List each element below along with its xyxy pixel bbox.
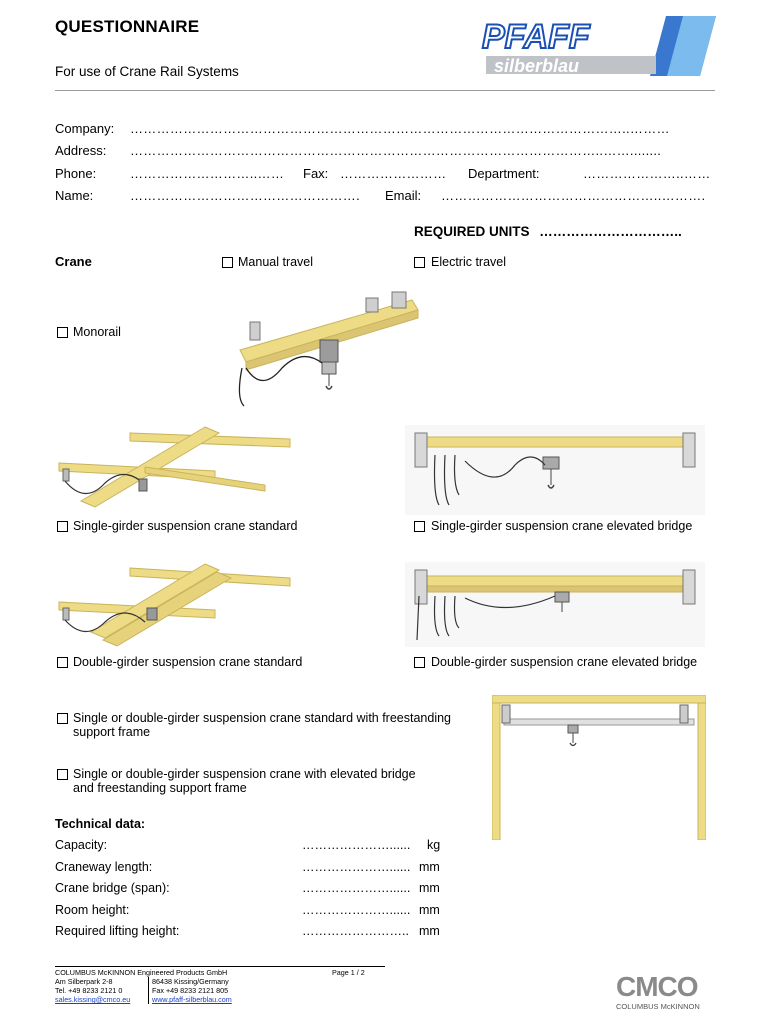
freestanding-standard-label-line2: support frame (73, 725, 151, 739)
footer-city: 86438 Kissing/Germany (152, 977, 229, 986)
monorail-checkbox[interactable] (57, 327, 68, 338)
capacity-unit: kg (427, 838, 441, 852)
double-girder-elevated-label: Double-girder suspension crane elevated bridge (431, 655, 698, 669)
footer-company: COLUMBUS McKINNON Engineered Products GmbH (55, 968, 228, 977)
electric-travel-checkbox[interactable] (414, 257, 425, 268)
room-height-unit: mm (419, 903, 440, 917)
department-field[interactable]: …………………..…… (583, 166, 711, 181)
cmco-logo-text: CMCO (616, 971, 698, 1002)
crane-bridge-label: Crane bridge (span): (55, 881, 170, 895)
double-girder-standard-image (55, 562, 300, 647)
manual-travel-label: Manual travel (238, 255, 314, 269)
required-units-label: REQUIRED UNITS (414, 224, 530, 239)
lifting-height-label: Required lifting height: (55, 924, 180, 938)
footer-web-link[interactable]: www.pfaff-silberblau.com (152, 995, 232, 1004)
required-units-field[interactable]: ………………………….. (539, 224, 682, 239)
page-title: QUESTIONNAIRE (55, 17, 200, 36)
department-label: Department: (468, 166, 540, 181)
room-height-label: Room height: (55, 903, 130, 917)
address-label: Address: (55, 143, 107, 158)
single-girder-elevated-label: Single-girder suspension crane elevated bridge (431, 519, 693, 533)
room-height-field[interactable]: …………………...... (302, 903, 411, 917)
freestanding-standard-checkbox[interactable] (57, 713, 68, 724)
page-number: Page 1 / 2 (332, 968, 365, 977)
single-girder-elevated-image (405, 425, 705, 515)
phone-field[interactable]: ………………………..…… (130, 166, 285, 181)
footer-email-link[interactable]: sales.kissing@cmco.eu (55, 995, 131, 1004)
freestanding-standard-label-line1: Single or double-girder suspension crane standard with freestanding (73, 711, 452, 725)
craneway-length-unit: mm (419, 860, 440, 874)
freestanding-elevated-label-line2: and freestanding support frame (73, 781, 247, 795)
footer-street: Am Silberpark 2-8 (55, 977, 113, 986)
company-field[interactable]: …………………………………………………………………………………………………..……… (130, 121, 670, 136)
header-divider (55, 90, 715, 91)
double-girder-standard-checkbox[interactable] (57, 657, 68, 668)
freestanding-elevated-checkbox[interactable] (57, 769, 68, 780)
monorail-label: Monorail (73, 325, 121, 339)
company-label: Company: (55, 121, 115, 136)
single-girder-standard-image (55, 425, 300, 515)
monorail-image (232, 288, 422, 413)
single-girder-standard-checkbox[interactable] (57, 521, 68, 532)
electric-travel-label: Electric travel (431, 255, 507, 269)
address-field[interactable]: ……………………………………………………………………………………………..……........ (130, 143, 662, 158)
footer-address-right (148, 977, 232, 1004)
pfaff-silberblau-logo (478, 16, 718, 78)
capacity-label: Capacity: (55, 838, 108, 852)
name-field[interactable]: ……………………………………………. (130, 188, 361, 203)
columbus-mckinnon-logo (610, 968, 718, 1012)
technical-data-heading: Technical data: (55, 817, 146, 831)
cmco-logo-subtext: COLUMBUS McKINNON (616, 1002, 700, 1011)
fax-field[interactable]: …………………… (340, 166, 447, 181)
page-subtitle: For use of Crane Rail Systems (55, 64, 239, 79)
pfaff-logo-text: PFAFF (482, 18, 590, 56)
craneway-length-field[interactable]: …………………...... (302, 860, 411, 874)
email-field[interactable]: …………………………………………..………. (441, 188, 706, 203)
lifting-height-field[interactable]: …………………….. (302, 924, 409, 938)
double-girder-elevated-checkbox[interactable] (414, 657, 425, 668)
freestanding-frame-image (492, 695, 706, 840)
email-label: Email: (385, 188, 422, 203)
double-girder-elevated-image (405, 562, 705, 647)
silberblau-logo-text: silberblau (494, 56, 580, 76)
footer-fax: Fax +49 8233 2121 805 (152, 986, 229, 995)
name-label: Name: (55, 188, 94, 203)
footer-tel: Tel. +49 8233 2121 0 (55, 986, 123, 995)
required-units-heading (414, 224, 682, 239)
single-girder-standard-label: Single-girder suspension crane standard (73, 519, 298, 533)
fax-label: Fax: (303, 166, 329, 181)
lifting-height-unit: mm (419, 924, 440, 938)
crane-bridge-field[interactable]: …………………...... (302, 881, 411, 895)
craneway-length-label: Craneway length: (55, 860, 153, 874)
capacity-field[interactable]: …………………...... (302, 838, 411, 852)
manual-travel-checkbox[interactable] (222, 257, 233, 268)
single-girder-elevated-checkbox[interactable] (414, 521, 425, 532)
double-girder-standard-label: Double-girder suspension crane standard (73, 655, 303, 669)
crane-bridge-unit: mm (419, 881, 440, 895)
crane-heading: Crane (55, 254, 92, 269)
freestanding-elevated-label-line1: Single or double-girder suspension crane with elevated bridge (73, 767, 416, 781)
phone-label: Phone: (55, 166, 97, 181)
footer-divider (55, 966, 385, 967)
